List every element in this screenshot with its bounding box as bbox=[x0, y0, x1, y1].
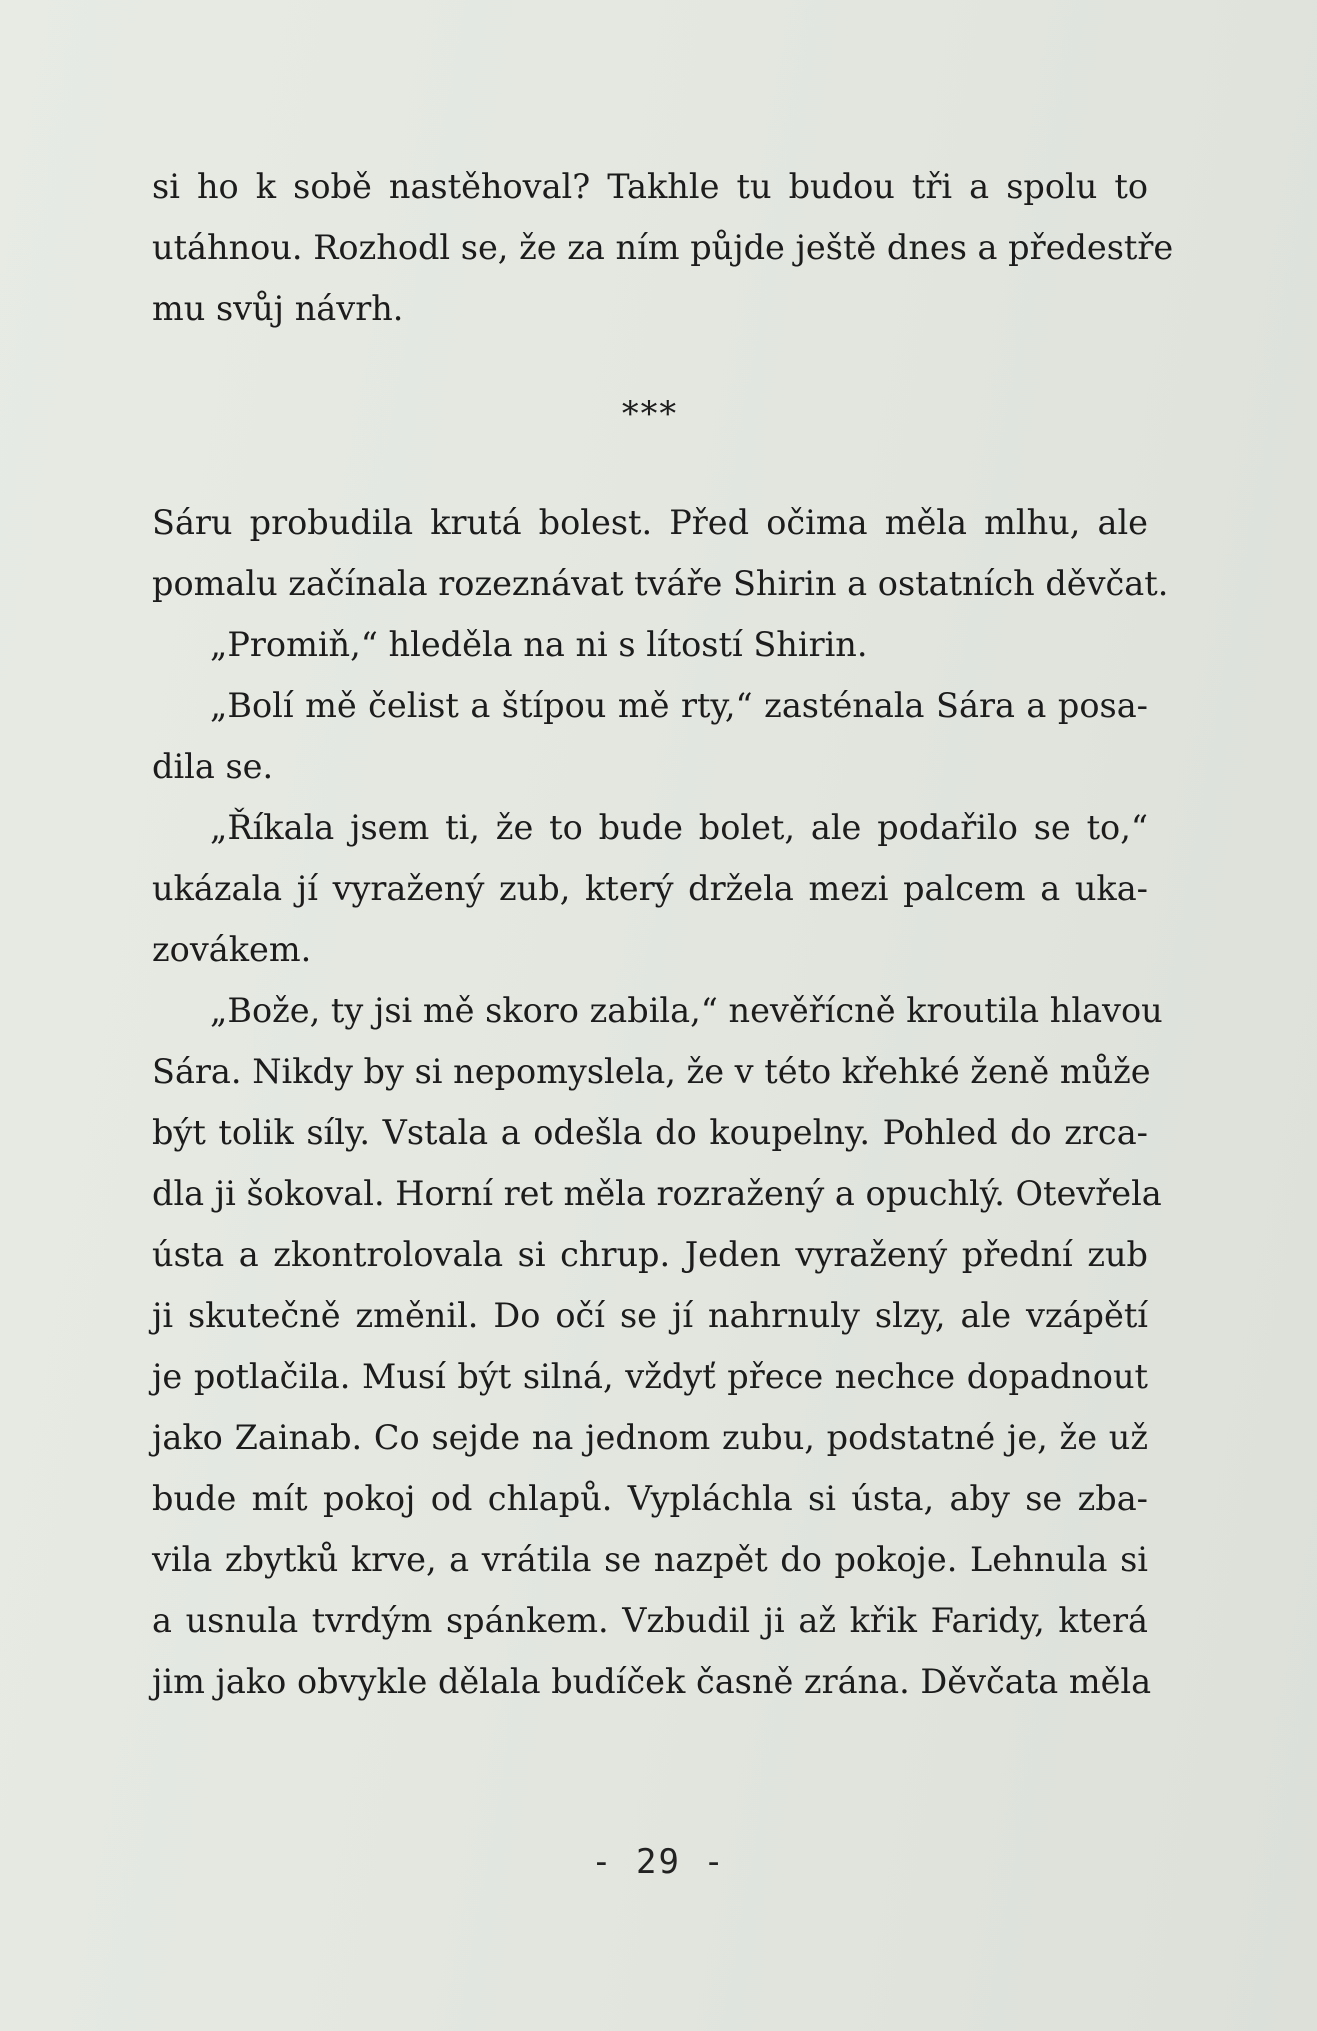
text-line: „Bože, ty jsi mě skoro zabila,“ nevěřícně kroutila hlavou bbox=[210, 991, 1163, 1030]
text-line: ji skutečně změnil. Do očí se jí nahrnuly slzy, ale vzápětí bbox=[152, 1296, 1148, 1335]
text-line: mu svůj návrh. bbox=[152, 289, 404, 328]
text-line: „Říkala jsem ti, že to bude bolet, ale podařilo se to,“ bbox=[210, 808, 1148, 847]
text-line: bude mít pokoj od chlapů. Vypláchla si ústa, aby se zba- bbox=[152, 1479, 1148, 1518]
text-line: Sáru probudila krutá bolest. Před očima měla mlhu, ale bbox=[152, 503, 1148, 542]
text-line: ukázala jí vyražený zub, který držela mezi palcem a uka- bbox=[152, 869, 1148, 908]
section-separator: *** bbox=[621, 394, 679, 433]
text-line: ústa a zkontrolovala si chrup. Jeden vyražený přední zub bbox=[152, 1235, 1148, 1274]
page-number: - 29 - bbox=[591, 1842, 726, 1882]
text-line: „Bolí mě čelist a štípou mě rty,“ zasténala Sára a posa- bbox=[210, 686, 1148, 725]
text-line: jako Zainab. Co sejde na jednom zubu, podstatné je, že už bbox=[152, 1418, 1148, 1457]
text-line: dila se. bbox=[152, 747, 274, 786]
text-line: a usnula tvrdým spánkem. Vzbudil ji až křik Faridy, která bbox=[152, 1601, 1148, 1640]
text-line: utáhnou. Rozhodl se, že za ním půjde ještě dnes a předestře bbox=[152, 228, 1174, 267]
text-line: je potlačila. Musí být silná, vždyť přece nechce dopadnout bbox=[152, 1357, 1148, 1396]
text-line: být tolik síly. Vstala a odešla do koupelny. Pohled do zrca- bbox=[152, 1113, 1148, 1152]
text-line: si ho k sobě nastěhoval? Takhle tu budou tři a spolu to bbox=[152, 167, 1148, 206]
body-text bbox=[152, 156, 1174, 1712]
text-line: vila zbytků krve, a vrátila se nazpět do pokoje. Lehnula si bbox=[152, 1540, 1148, 1579]
text-line: „Promiň,“ hleděla na ni s lítostí Shirin. bbox=[210, 625, 868, 664]
text-line: pomalu začínala rozeznávat tváře Shirin a ostatních děvčat. bbox=[152, 564, 1169, 603]
text-line: jim jako obvykle dělala budíček časně zrána. Děvčata měla bbox=[152, 1662, 1152, 1701]
text-line: Sára. Nikdy by si nepomyslela, že v této křehké ženě může bbox=[152, 1052, 1151, 1091]
text-line: zovákem. bbox=[152, 930, 312, 969]
text-line: dla ji šokoval. Horní ret měla rozražený a opuchlý. Otevřela bbox=[152, 1174, 1162, 1213]
